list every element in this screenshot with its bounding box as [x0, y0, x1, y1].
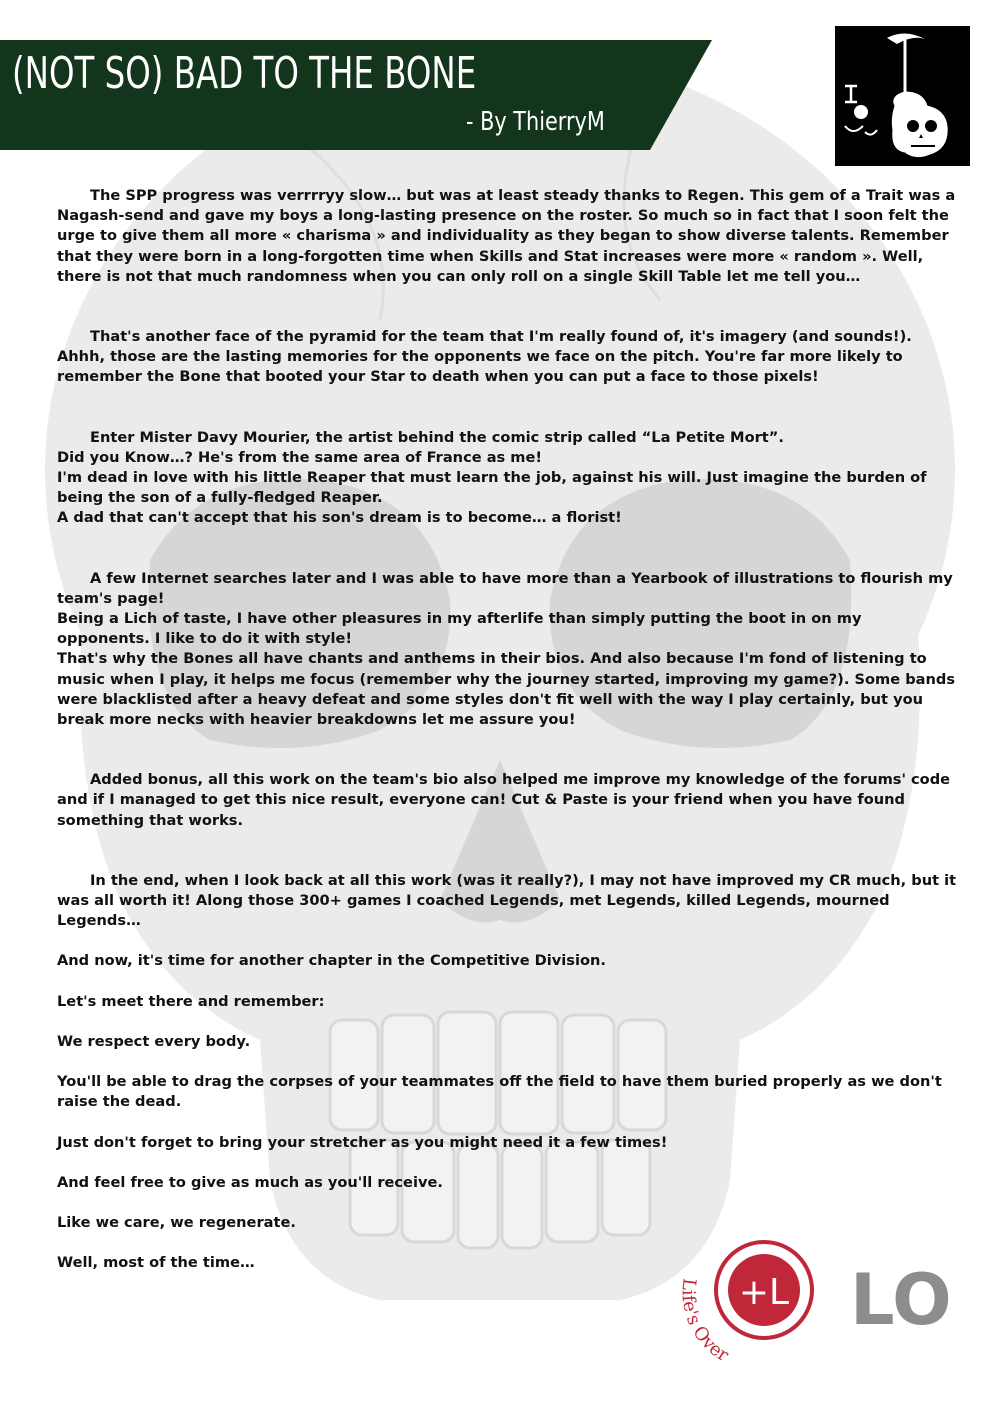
reaper-illustration: [835, 26, 970, 166]
paragraph: [57, 770, 957, 831]
paragraph: [57, 327, 957, 388]
paragraph: [57, 569, 957, 731]
paragraph-text: The SPP progress was verrrryy slow… but was at least steady thanks to Regen. This gem of a Trait was a Nagash-send and gave my boys a long-lasting presence on the roster. So much so in fact that I soon felt the urge to give them all more « charisma » and individuality as they began to show diverse talents. Remember that they were born in a long-forgotten time when Skills and Stat increases were more « random ». Well, there is not that much randomness when you can only roll on a single Skill Table let me tell you…: [57, 187, 956, 285]
lifes-over-logo: [676, 1238, 966, 1388]
paragraph-text: A few Internet searches later and I was able to have more than a Yearbook of illustrations to flourish my team's page! Being a Lich of taste, I have other pleasures in my afterlife than simply putting the boot in on my opponents. I like to do it with style! That's why the Bones all have chants and anthems in their bios. And also because I'm fond of listening to music when I play, it helps me focus (remember why the journey started, improving my game?). Some bands were blacklisted after a heavy defeat and some styles don't fit well with the way I play certainly, but you break more necks with heavier breakdowns let me assure you!: [57, 569, 956, 729]
closing-line: And feel free to give as much as you'll receive.: [57, 1173, 443, 1191]
closing-line: You'll be able to drag the corpses of your teammates off the field to have them buried properly as we don't raise the dead.: [57, 1073, 942, 1111]
paragraph: [57, 871, 957, 932]
closing-line: Just don't forget to bring your stretcher as you might need it a few times!: [57, 1133, 668, 1151]
closing-line: We respect every body.: [57, 1032, 251, 1050]
paragraph-text: Enter Mister Davy Mourier, the artist behind the comic strip called “La Petite Mort”. Did you Know…? He's from the same area of France as me! I'm dead in love with his little Reaper that must learn the job, against his will. Just imagine the burden of being the son of a fully-fledged Reaper. A dad that can't accept that his son's dream is to become… a florist!: [57, 428, 927, 527]
paragraph-text: That's another face of the pyramid for the team that I'm really found of, it's imagery (and sounds!). Ahhh, those are the lasting memories for the opponents we face on the pitch. You're far more likely to remember the Bone that booted your Star to death when you can put a face to those pixels!: [57, 328, 912, 386]
logo-wordmark: LO: [850, 1259, 952, 1341]
page-title: (NOT SO) BAD TO THE BONE: [12, 48, 477, 99]
paragraph-text: In the end, when I look back at all this work (was it really?), I may not have improved my CR much, but it was all worth it! Along those 300+ games I coached Legends, met Legends, killed Legends, mourned Legends…: [57, 871, 957, 930]
closing-line: And now, it's time for another chapter in the Competitive Division.: [57, 952, 606, 970]
paragraph-text: Added bonus, all this work on the team's bio also helped me improve my knowledge of the forums' code and if I managed to get this nice result, everyone can! Cut & Paste is your friend when you have found something that works.: [57, 771, 951, 829]
paragraph: [57, 186, 957, 287]
closing-line: Let's meet there and remember:: [57, 992, 325, 1010]
reaper-icon: [835, 26, 970, 166]
author-byline: - By ThierryM: [466, 107, 605, 137]
article-body: [57, 186, 957, 1293]
logo-mark: +L: [738, 1272, 790, 1313]
logo-tagline: Life's Over: [677, 1277, 733, 1367]
closing-line: Like we care, we regenerate.: [57, 1213, 296, 1231]
closing-line: Well, most of the time…: [57, 1254, 255, 1272]
paragraph: [57, 428, 957, 529]
